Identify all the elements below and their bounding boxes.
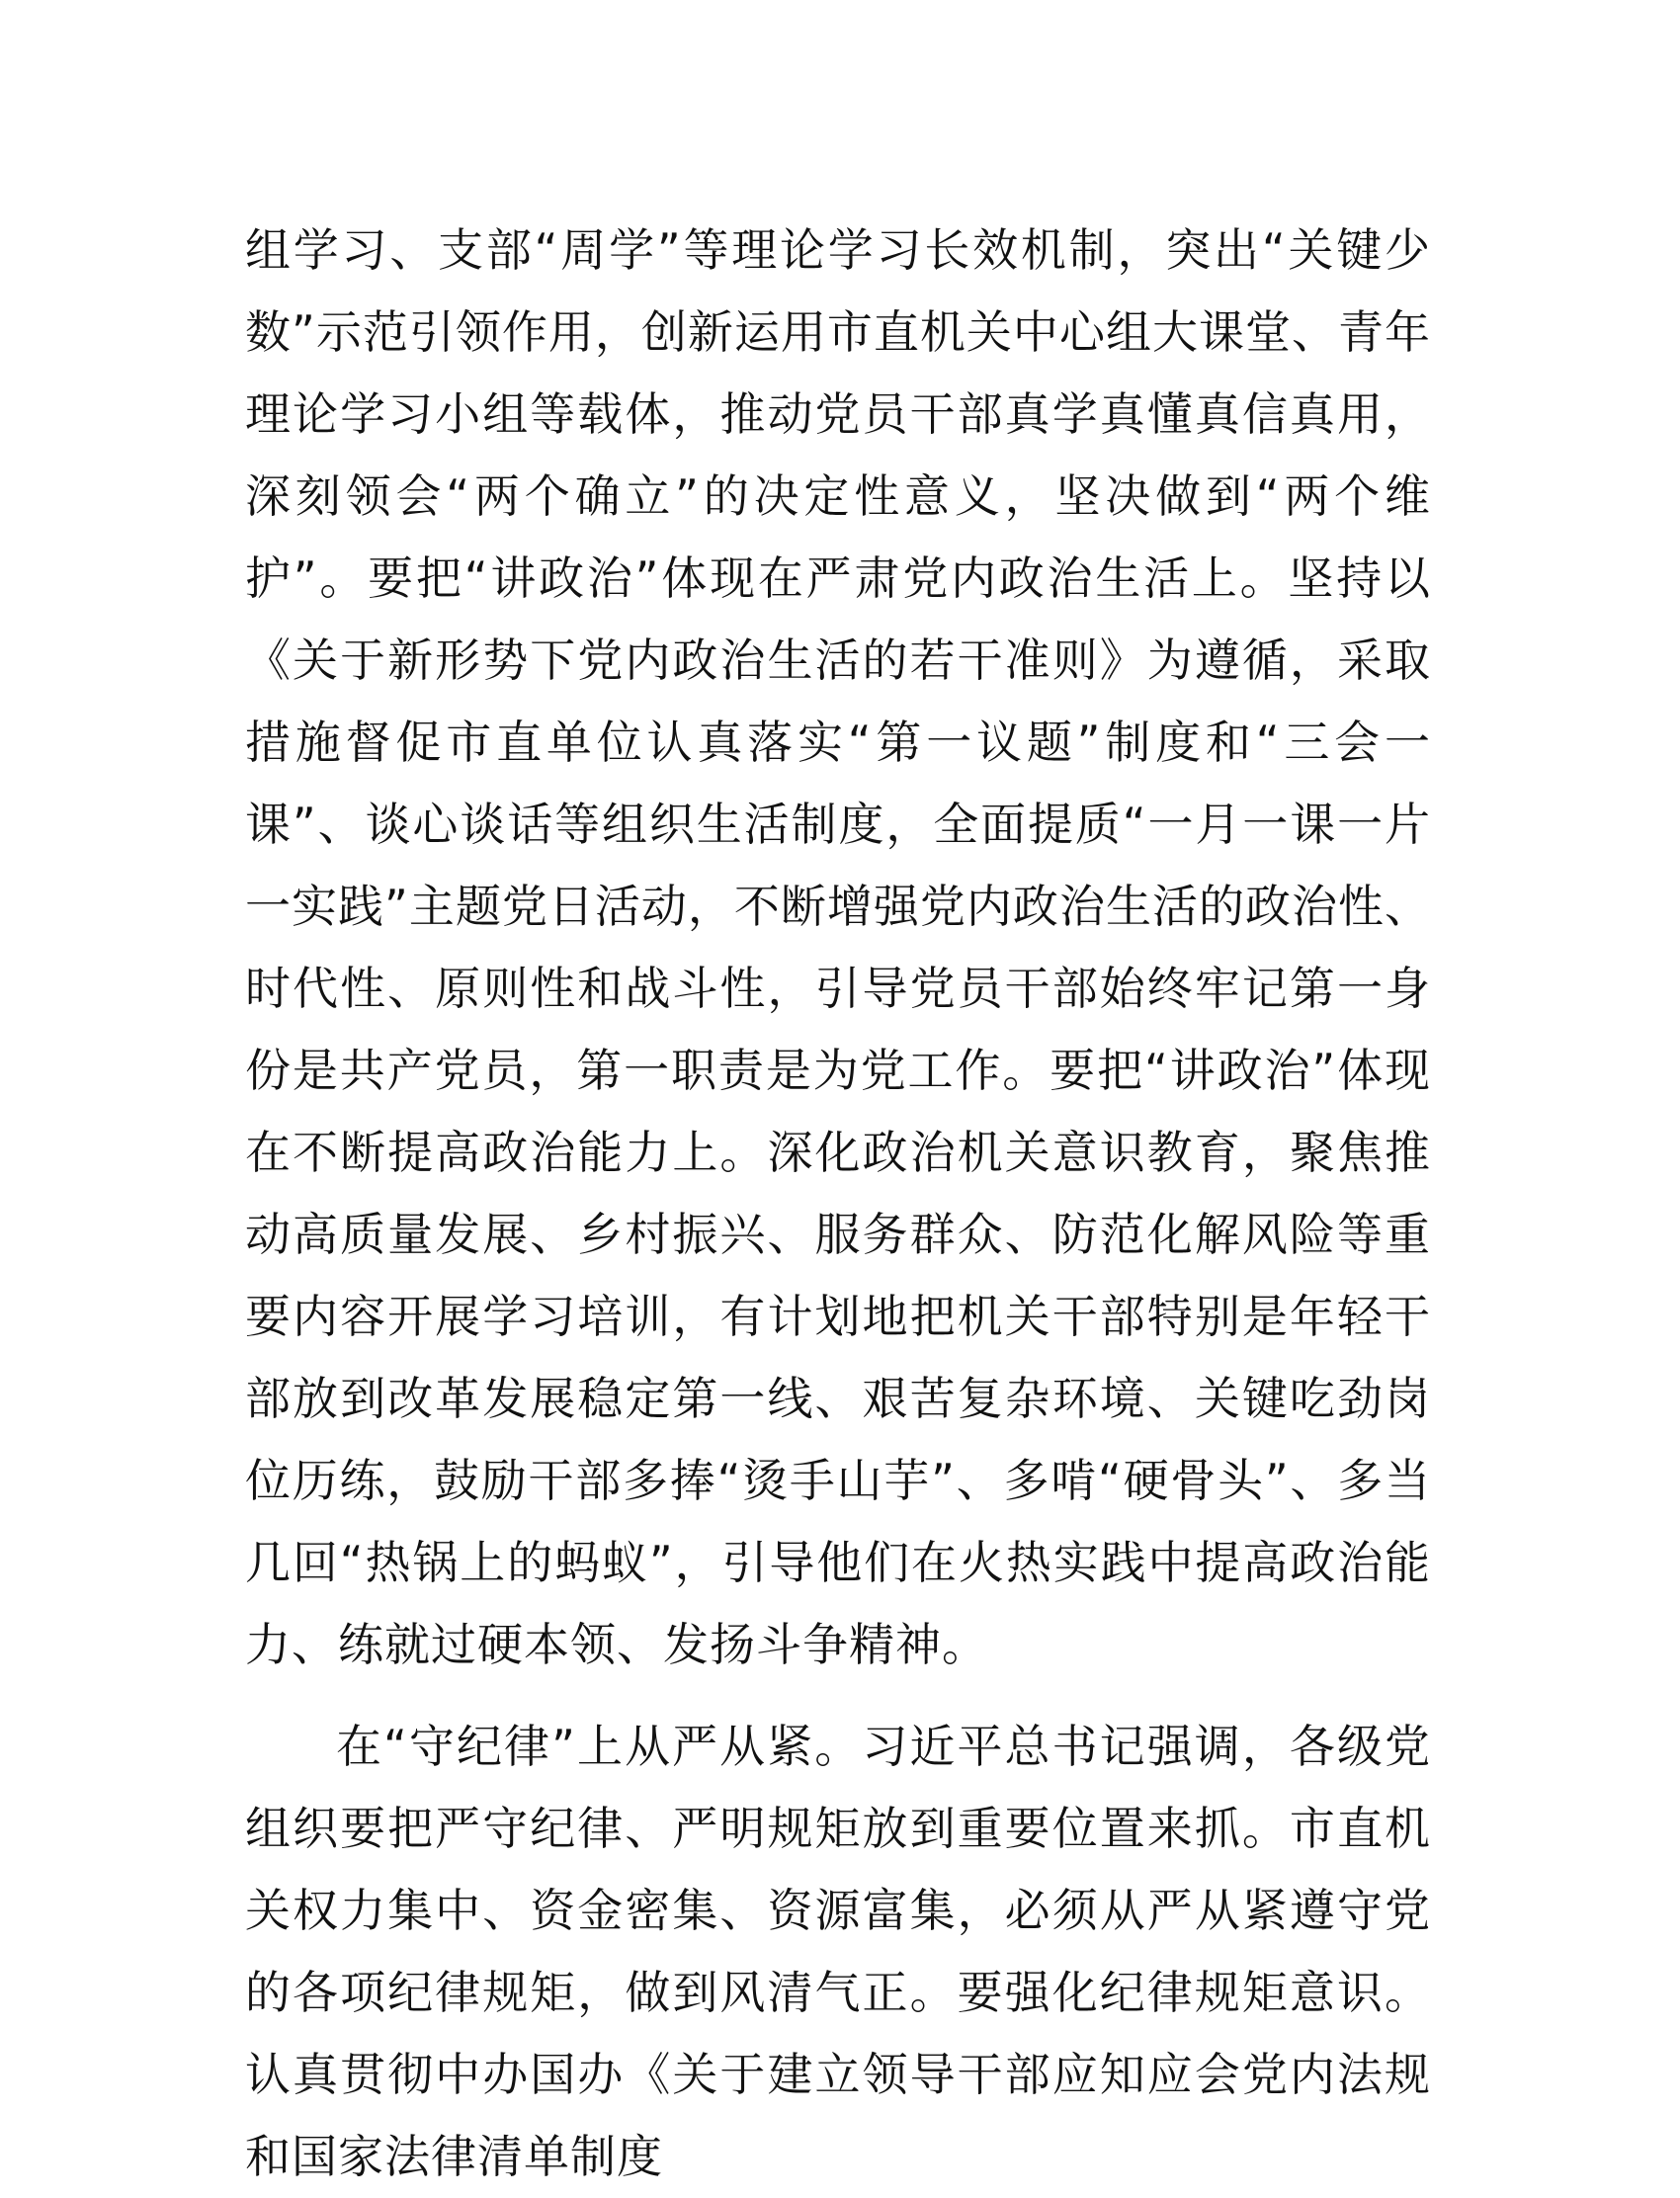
paragraph-discipline: 在“守纪律”上从严从紧。习近平总书记强调，各级党组织要把严守纪律、严明规矩放到重要位置来抓。市直机关权力集中、资金密集、资源富集，必须从严从紧遵守党的各项纪律规矩，做到风清气正。要强化纪律规矩意识。认真贯彻中办国办《关于建立领导干部应知应会党内法规和国家法律清单制度 [245,1720,1431,2183]
document-body [245,210,1431,2198]
paragraph-continued: 组学习、支部“周学”等理论学习长效机制，突出“关键少数”示范引领作用，创新运用市直机关中心组大课堂、青年理论学习小组等载体，推动党员干部真学真懂真信真用，深刻领会“两个确立”的决定性意义，坚决做到“两个维护”。要把“讲政治”体现在严肃党内政治生活上。坚持以《关于新形势下党内政治生活的若干准则》为遵循，采取措施督促市直单位认真落实“第一议题”制度和“三会一课”、谈心谈话等组织生活制度，全面提质“一月一课一片一实践”主题党日活动，不断增强党内政治生活的政治性、时代性、原则性和战斗性，引导党员干部始终牢记第一身份是共产党员，第一职责是为党工作。要把“讲政治”体现在不断提高政治能力上。深化政治机关意识教育，聚焦推动高质量发展、乡村振兴、服务群众、防范化解风险等重要内容开展学习培训，有计划地把机关干部特别是年轻干部放到改革发展稳定第一线、艰苦复杂环境、关键吃劲岗位历练，鼓励干部多捧“烫手山芋”、多啃“硬骨头”、多当几回“热锅上的蚂蚁”，引导他们在火热实践中提高政治能力、练就过硬本领、发扬斗争精神。 [245,223,1431,1671]
